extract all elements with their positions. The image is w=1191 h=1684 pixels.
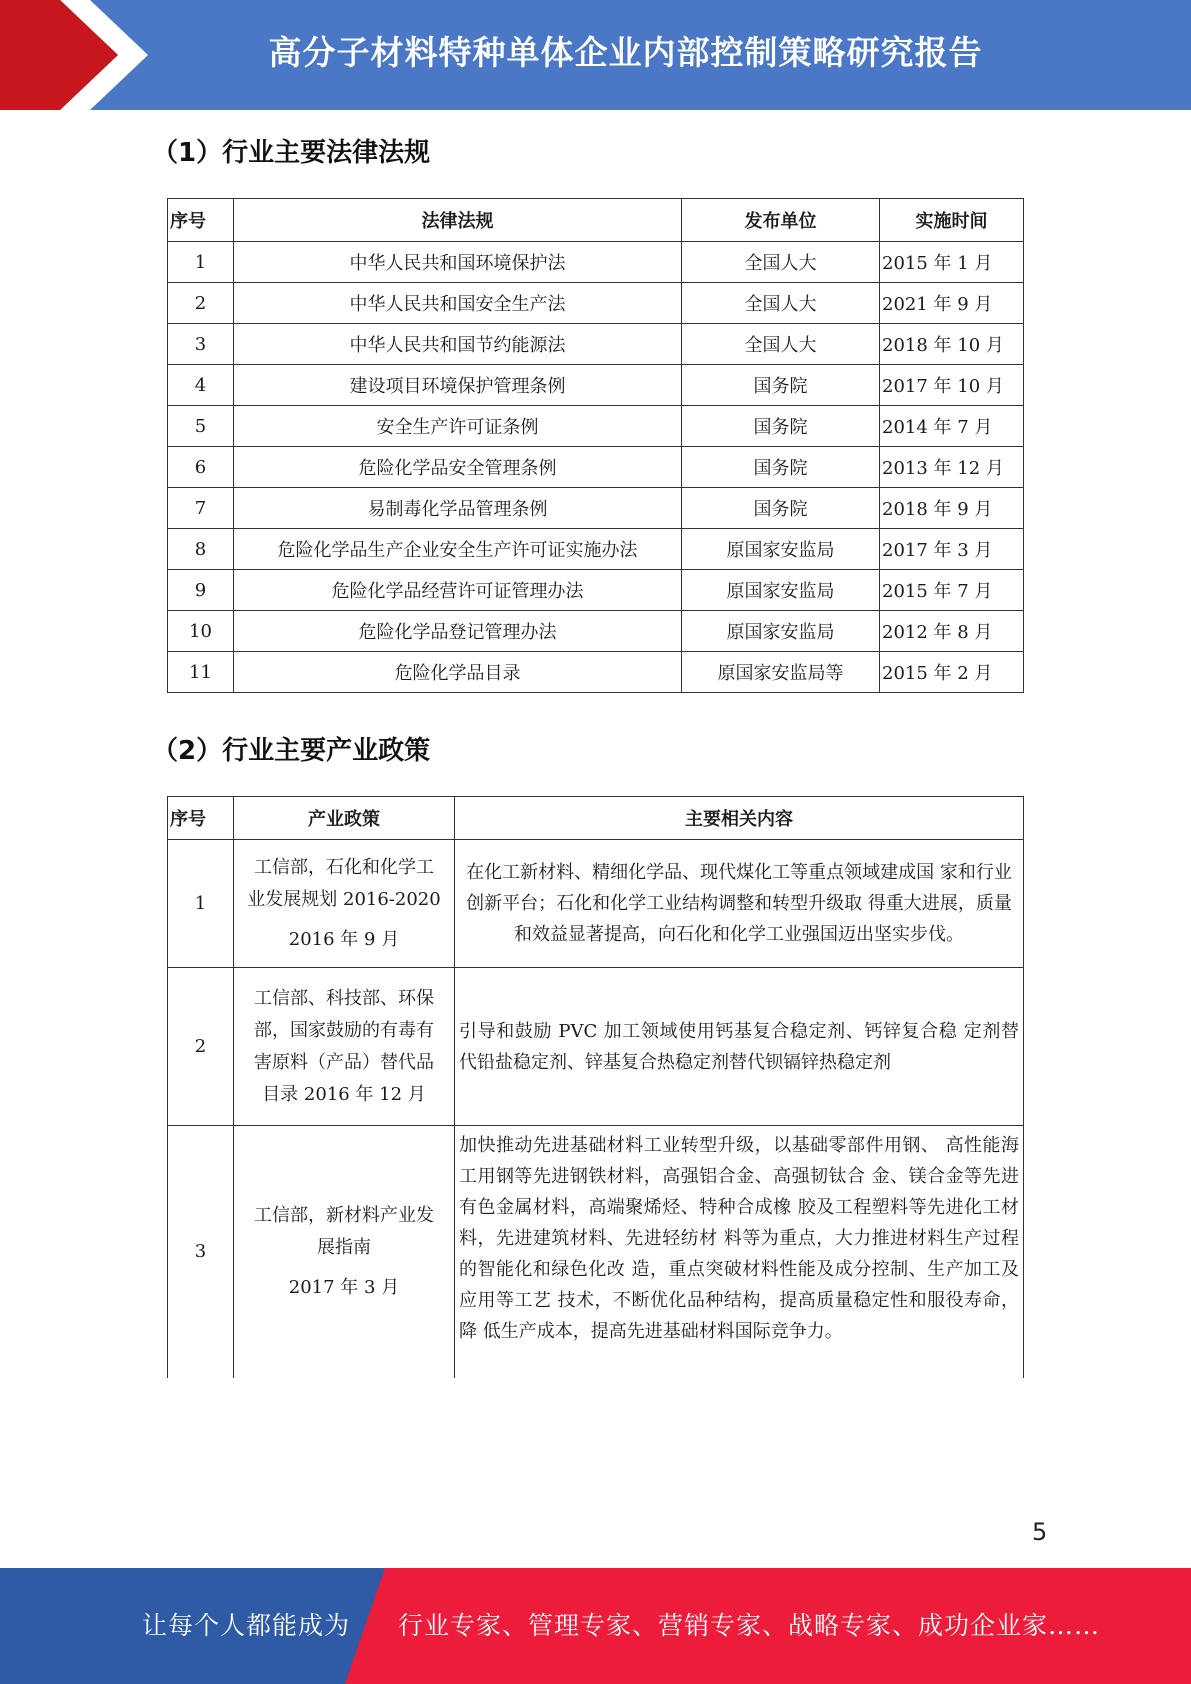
cell-law: 中华人民共和国安全生产法 (234, 283, 682, 324)
col-header-no: 序号 (168, 199, 234, 242)
laws-table (167, 198, 1024, 693)
cell-date: 2015 年 2 月 (880, 652, 1024, 693)
cell-no: 11 (168, 652, 234, 693)
policy-line: 业发展规划 2016-2020 (247, 888, 441, 910)
col-header-date: 实施时间 (880, 199, 1024, 242)
table-row (168, 840, 1024, 968)
cell-no: 6 (168, 447, 234, 488)
policy-line: 工信部，新材料产业发 (254, 1204, 434, 1226)
table-row (168, 529, 1024, 570)
cell-no: 3 (168, 324, 234, 365)
cell-content: 在化工新材料、精细化学品、现代煤化工等重点领域建成国 家和行业创新平台；石化和化学工业结构调整和转型升级取 得重大进展，质量和效益显著提高，向石化和化学工业强国迈出坚实步伐。 (455, 840, 1024, 968)
cell-law: 易制毒化学品管理条例 (234, 488, 682, 529)
cell-date: 2018 年 9 月 (880, 488, 1024, 529)
table-row (168, 447, 1024, 488)
cell-law: 危险化学品安全管理条例 (234, 447, 682, 488)
cell-no: 9 (168, 570, 234, 611)
section1-title: （1）行业主要法律法规 (152, 138, 431, 168)
policy-line: 目录 2016 年 12 月 (262, 1083, 426, 1105)
cell-issuer: 国务院 (682, 365, 880, 406)
cell-law: 危险化学品目录 (234, 652, 682, 693)
cell-content: 加快推动先进基础材料工业转型升级，以基础零部件用钢、 高性能海工用钢等先进钢铁材料，高强铝合金、高强韧钛合 金、镁合金等先进有色金属材料，高端聚烯烃、特种合成橡 胶及工程塑料等先进化工材料，先进建筑材料、先进轻纺材 料等为重点，大力推进材料生产过程的智能化和绿色化改 造，重点突破材料性能及成分控制、生产加工及应用等工艺 技术，不断优化品种结构，提高质量稳定性和服役寿命，降 低生产成本，提高先进基础材料国际竞争力。 (455, 1126, 1024, 1378)
policy-line: 2016 年 9 月 (288, 928, 400, 950)
cell-date: 2018 年 10 月 (880, 324, 1024, 365)
table-row (168, 242, 1024, 283)
cell-policy (234, 840, 455, 968)
report-title: 高分子材料特种单体企业内部控制策略研究报告 (268, 33, 983, 72)
cell-date: 2017 年 10 月 (880, 365, 1024, 406)
table-row (168, 488, 1024, 529)
cell-date: 2014 年 7 月 (880, 406, 1024, 447)
table-row (168, 968, 1024, 1126)
cell-no: 2 (168, 283, 234, 324)
cell-issuer: 全国人大 (682, 283, 880, 324)
cell-issuer: 全国人大 (682, 242, 880, 283)
section2-title: （2）行业主要产业政策 (152, 736, 431, 766)
policy-line: 害原料（产品）替代品 (254, 1051, 434, 1073)
page-header (0, 0, 1191, 110)
cell-no: 2 (168, 968, 234, 1126)
cell-no: 5 (168, 406, 234, 447)
cell-no: 1 (168, 242, 234, 283)
table-row (168, 406, 1024, 447)
cell-issuer: 国务院 (682, 406, 880, 447)
cell-law: 危险化学品生产企业安全生产许可证实施办法 (234, 529, 682, 570)
cell-policy (234, 968, 455, 1126)
cell-law: 危险化学品经营许可证管理办法 (234, 570, 682, 611)
cell-law: 建设项目环境保护管理条例 (234, 365, 682, 406)
cell-law: 危险化学品登记管理办法 (234, 611, 682, 652)
cell-law: 中华人民共和国环境保护法 (234, 242, 682, 283)
page-footer (0, 1568, 1191, 1684)
table-row (168, 570, 1024, 611)
cell-no: 3 (168, 1126, 234, 1378)
cell-no: 4 (168, 365, 234, 406)
policy-line: 展指南 (317, 1236, 371, 1258)
table-header-row (168, 199, 1024, 242)
cell-issuer: 原国家安监局 (682, 611, 880, 652)
col-header-law: 法律法规 (234, 199, 682, 242)
table-row (168, 283, 1024, 324)
cell-issuer: 原国家安监局等 (682, 652, 880, 693)
footer-slogan-left: 让每个人都能成为 (142, 1611, 351, 1640)
cell-policy (234, 1126, 455, 1378)
col-header-content: 主要相关内容 (455, 797, 1024, 840)
col-header-issuer: 发布单位 (682, 199, 880, 242)
cell-content: 引导和鼓励 PVC 加工领域使用钙基复合稳定剂、钙锌复合稳 定剂替代铅盐稳定剂、锌基复合热稳定剂替代钡镉锌热稳定剂 (455, 968, 1024, 1126)
table-row (168, 1126, 1024, 1378)
cell-date: 2015 年 1 月 (880, 242, 1024, 283)
table-row (168, 324, 1024, 365)
cell-law: 安全生产许可证条例 (234, 406, 682, 447)
col-header-no: 序号 (168, 797, 234, 840)
policy-line: 工信部、科技部、环保 (254, 987, 434, 1009)
cell-date: 2012 年 8 月 (880, 611, 1024, 652)
table-row (168, 365, 1024, 406)
cell-date: 2015 年 7 月 (880, 570, 1024, 611)
table-row (168, 611, 1024, 652)
page-number: 5 (1032, 1518, 1048, 1546)
cell-no: 1 (168, 840, 234, 968)
table-row (168, 652, 1024, 693)
policies-table (167, 796, 1024, 1378)
cell-issuer: 原国家安监局 (682, 570, 880, 611)
cell-issuer: 原国家安监局 (682, 529, 880, 570)
cell-no: 7 (168, 488, 234, 529)
cell-date: 2013 年 12 月 (880, 447, 1024, 488)
cell-law: 中华人民共和国节约能源法 (234, 324, 682, 365)
col-header-policy: 产业政策 (234, 797, 455, 840)
footer-slogan-right: 行业专家、管理专家、营销专家、战略专家、成功企业家…… (398, 1611, 1101, 1640)
cell-date: 2017 年 3 月 (880, 529, 1024, 570)
cell-no: 8 (168, 529, 234, 570)
cell-issuer: 全国人大 (682, 324, 880, 365)
cell-no: 10 (168, 611, 234, 652)
policy-line: 工信部，石化和化学工 (254, 856, 434, 878)
table-header-row (168, 797, 1024, 840)
cell-issuer: 国务院 (682, 447, 880, 488)
policy-line: 2017 年 3 月 (288, 1276, 400, 1298)
cell-issuer: 国务院 (682, 488, 880, 529)
policy-line: 部，国家鼓励的有毒有 (254, 1019, 434, 1041)
header-chevron-icon (0, 0, 160, 110)
cell-date: 2021 年 9 月 (880, 283, 1024, 324)
